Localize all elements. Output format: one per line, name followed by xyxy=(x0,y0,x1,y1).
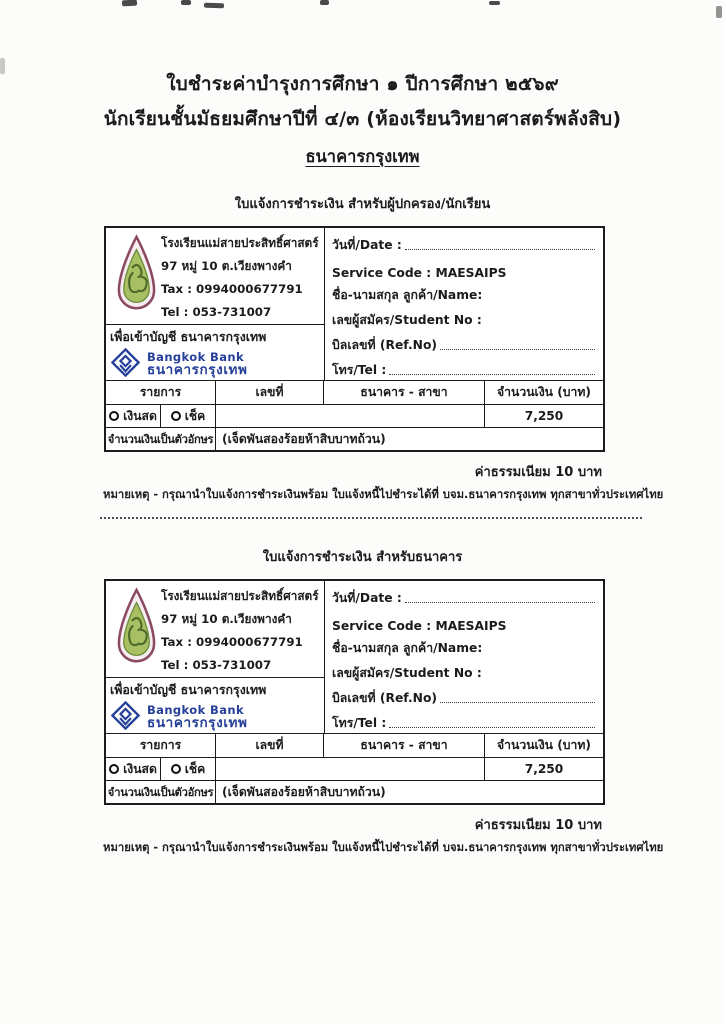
cash-radio-circle xyxy=(109,764,119,774)
scan-artifact xyxy=(204,3,224,9)
amount-value: 7,250 xyxy=(524,409,564,423)
dotted-fill-line xyxy=(440,702,595,703)
slip-right-column xyxy=(324,581,603,733)
table-header-row xyxy=(106,734,603,757)
column-header-item: รายการ xyxy=(106,381,216,404)
bangkok-bank-diamond-icon xyxy=(111,348,140,381)
school-address: 97 หมู่ 10 ต.เวียงพางคำ xyxy=(161,259,292,273)
tel-field xyxy=(332,355,595,380)
school-tax-id: Tax : 0994000677791 xyxy=(161,282,303,296)
column-header-amount: จำนวนเงิน (บาท) xyxy=(497,385,591,399)
scan-artifact xyxy=(122,0,137,6)
bangkok-bank-wordmark xyxy=(147,351,248,377)
document-title-line2: นักเรียนชั้นมัธยมศึกษาปีที่ ๔/๓ (ห้องเรียนวิทยาศาสตร์พลังสิบ) xyxy=(103,108,622,130)
amount-value: 7,250 xyxy=(524,762,564,776)
bank-name-title: ธนาคารกรุงเทพ xyxy=(305,147,420,166)
slip-left-column xyxy=(106,581,324,733)
school-info-block xyxy=(106,581,324,678)
payment-table xyxy=(106,733,603,803)
school-name: โรงเรียนแม่สายประสิทธิ์ศาสตร์ xyxy=(161,236,319,250)
date-label: วันที่/Date : xyxy=(332,591,402,605)
student-no-field: เลขผู้สมัคร/Student No : xyxy=(332,313,482,327)
tel-field xyxy=(332,708,595,733)
fee-note: ค่าธรรมเนียม 10 บาท xyxy=(474,818,602,833)
tel-label: โทร/Tel : xyxy=(332,363,387,377)
cheque-radio-circle xyxy=(171,411,181,421)
empty-bank-branch-cell xyxy=(216,758,485,780)
bank-account-block xyxy=(106,325,324,380)
ref-no-label: บิลเลขที่ (Ref.No) xyxy=(332,338,438,352)
cash-label: เงินสด xyxy=(123,408,157,423)
cash-option xyxy=(106,758,160,780)
school-tel: Tel : 053-731007 xyxy=(161,305,272,319)
scan-artifact xyxy=(0,58,5,74)
bangkok-bank-wordmark xyxy=(147,704,248,730)
column-header-bank-branch: ธนาคาร - สาขา xyxy=(324,381,485,404)
school-info-text xyxy=(161,585,322,677)
payment-method-cell xyxy=(106,758,216,780)
tel-label: โทร/Tel : xyxy=(332,716,387,730)
cash-radio-circle xyxy=(109,411,119,421)
scan-artifact xyxy=(489,1,500,5)
amount-in-words-row xyxy=(106,427,603,450)
scan-artifact xyxy=(181,0,191,5)
payment-slip-bank xyxy=(104,579,605,805)
slip-top-area xyxy=(106,228,603,380)
cheque-radio-circle xyxy=(171,764,181,774)
dotted-fill-line xyxy=(405,602,595,603)
cheque-option xyxy=(160,405,215,427)
dotted-fill-line xyxy=(440,349,595,350)
cash-option xyxy=(106,405,160,427)
customer-name-field: ชื่อ-นามสกุล ลูกค้า/Name: xyxy=(332,288,483,302)
dotted-fill-line xyxy=(389,374,595,375)
school-logo-icon xyxy=(114,234,159,322)
bangkok-bank-logo xyxy=(110,348,324,381)
fee-note: ค่าธรรมเนียม 10 บาท xyxy=(474,465,602,480)
amount-words-label: จำนวนเงินเป็นตัวอักษร xyxy=(106,781,216,803)
school-tel: Tel : 053-731007 xyxy=(161,658,272,672)
school-logo-icon xyxy=(114,587,159,675)
slip-section-label-bank: ใบแจ้งการชำระเงิน สำหรับธนาคาร xyxy=(262,550,463,565)
service-code-field: Service Code : MAESAIPS xyxy=(332,266,507,280)
school-info-block xyxy=(106,228,324,325)
ref-no-field xyxy=(332,683,595,708)
amount-words-value: (เจ็ดพันสองร้อยห้าสิบบาทถ้วน) xyxy=(222,431,386,446)
document-title-line1: ใบชำระค่าบำรุงการศึกษา ๑ ปีการศึกษา ๒๕๖๙ xyxy=(166,73,559,95)
dotted-fill-line xyxy=(405,249,595,250)
date-field xyxy=(332,583,595,608)
cash-label: เงินสด xyxy=(123,761,157,776)
student-no-field: เลขผู้สมัคร/Student No : xyxy=(332,666,482,680)
remark-note: หมายเหตุ - กรุณานำใบแจ้งการชำระเงินพร้อม ใบแจ้งหนี้ไปชำระได้ที่ บจม.ธนาคารกรุงเทพ ทุกสาขาทั่วประเทศไทย xyxy=(103,488,664,501)
empty-bank-branch-cell xyxy=(216,405,485,427)
school-address: 97 หมู่ 10 ต.เวียงพางคำ xyxy=(161,612,292,626)
dotted-fill-line xyxy=(389,727,595,728)
date-label: วันที่/Date : xyxy=(332,238,402,252)
table-header-row xyxy=(106,381,603,404)
bank-name-english: Bangkok Bank xyxy=(147,350,244,365)
slip-section-label-parent: ใบแจ้งการชำระเงิน สำหรับผู้ปกครอง/นักเรียน xyxy=(234,197,491,212)
scan-artifact xyxy=(716,6,722,18)
payment-slip-parent xyxy=(104,226,605,452)
bank-name-thai: ธนาคารกรุงเทพ xyxy=(147,715,248,732)
amount-words-label: จำนวนเงินเป็นตัวอักษร xyxy=(106,428,216,450)
payment-method-row xyxy=(106,757,603,780)
school-name: โรงเรียนแม่สายประสิทธิ์ศาสตร์ xyxy=(161,589,319,603)
scan-artifact xyxy=(320,0,329,5)
cheque-option xyxy=(160,758,215,780)
date-field xyxy=(332,230,595,255)
payment-table xyxy=(106,380,603,450)
bank-account-block xyxy=(106,678,324,733)
slip-right-column xyxy=(324,228,603,380)
bank-name-english: Bangkok Bank xyxy=(147,703,244,718)
column-header-amount: จำนวนเงิน (บาท) xyxy=(497,738,591,752)
ref-no-field xyxy=(332,330,595,355)
school-tax-id: Tax : 0994000677791 xyxy=(161,635,303,649)
school-info-text xyxy=(161,232,322,324)
column-header-number: เลขที่ xyxy=(216,734,324,757)
slip-top-area xyxy=(106,581,603,733)
bangkok-bank-logo xyxy=(110,701,324,734)
bank-name-thai: ธนาคารกรุงเทพ xyxy=(147,362,248,379)
column-header-item: รายการ xyxy=(106,734,216,757)
customer-name-field: ชื่อ-นามสกุล ลูกค้า/Name: xyxy=(332,641,483,655)
cut-line-divider xyxy=(100,517,642,519)
payment-method-row xyxy=(106,404,603,427)
payment-method-cell xyxy=(106,405,216,427)
remark-note: หมายเหตุ - กรุณานำใบแจ้งการชำระเงินพร้อม ใบแจ้งหนี้ไปชำระได้ที่ บจม.ธนาคารกรุงเทพ ทุกสาขาทั่วประเทศไทย xyxy=(103,841,664,854)
cheque-label: เช็ค xyxy=(184,761,206,776)
account-line: เพื่อเข้าบัญชี ธนาคารกรุงเทพ xyxy=(110,329,267,344)
ref-no-label: บิลเลขที่ (Ref.No) xyxy=(332,691,438,705)
column-header-number: เลขที่ xyxy=(216,381,324,404)
amount-words-value: (เจ็ดพันสองร้อยห้าสิบบาทถ้วน) xyxy=(222,784,386,799)
service-code-field: Service Code : MAESAIPS xyxy=(332,619,507,633)
cheque-label: เช็ค xyxy=(184,408,206,423)
bangkok-bank-diamond-icon xyxy=(111,701,140,734)
slip-left-column xyxy=(106,228,324,380)
amount-in-words-row xyxy=(106,780,603,803)
account-line: เพื่อเข้าบัญชี ธนาคารกรุงเทพ xyxy=(110,682,267,697)
column-header-bank-branch: ธนาคาร - สาขา xyxy=(324,734,485,757)
